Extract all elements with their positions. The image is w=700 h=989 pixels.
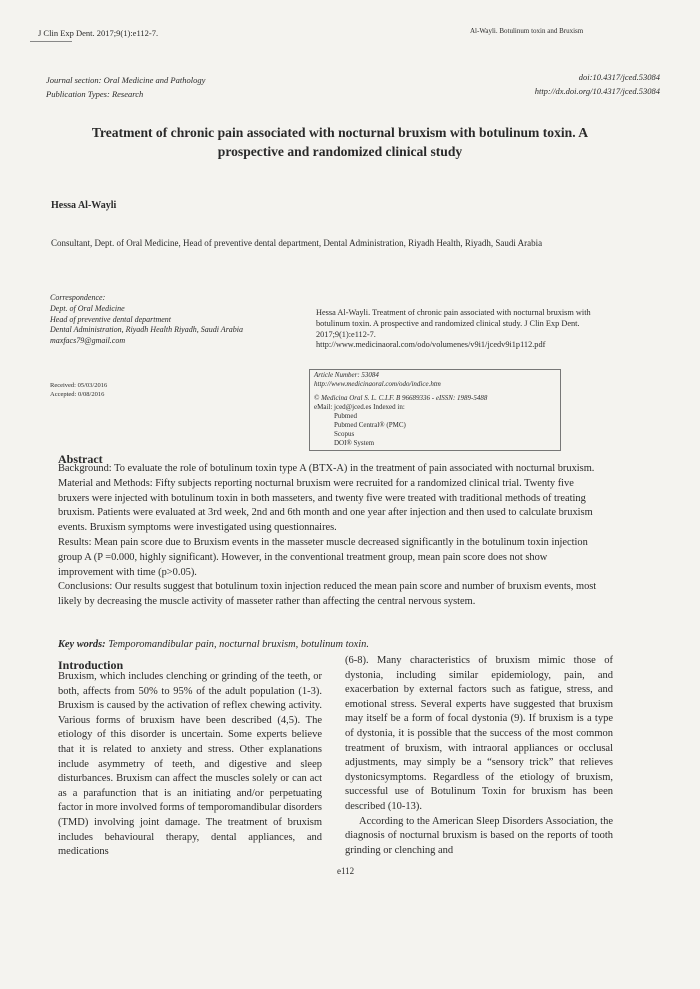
accepted-date: Accepted: 0/08/2016 (50, 391, 105, 398)
received-date: Received: 05/03/2016 (50, 382, 108, 389)
index-item: Pubmed Central® (PMC) (334, 421, 406, 429)
article-info-box (309, 369, 561, 451)
abstract-background: Background: To evaluate the role of botulinum toxin type A (BTX-A) in the treatment of pain associated with nocturnal bruxism. (58, 463, 595, 474)
abstract-body (58, 462, 598, 610)
intro-paragraph: (6-8). Many characteristics of bruxism mimic those of dystonia, including similar epidemiology, pain, and exacerbation by external factors such as fatigue, stress, and emotional stress. Several experts have suggested that bruxism may itself be a form of focal dystonia (9). If bruxism is a type of dystonia, it is possible that the success of the most common treatment of bruxism, with intraoral appliances or occlusal adjustments, may simply be a “sensory trick” that relieves dystonicsymptoms. Regardless of the etiology of bruxism, successful use of Botulinum Toxin for bruxism has been described (10-13). (345, 655, 613, 812)
abstract-results: Results: Mean pain score due to Bruxism events in the masseter muscle decreased significantly in the botulinum toxin injection group A (P =0.000, highly significant). However, in the conventional treatment group, mean pain score does not show improvement with time (p>0.05). (58, 536, 588, 578)
intro-right-column (345, 654, 613, 858)
page-number: e112 (337, 866, 355, 876)
correspondence (50, 293, 310, 347)
article-url: http://www.medicinaoral.com/odo/indice.htm (314, 380, 441, 388)
intro-paragraph: According to the American Sleep Disorders Association, the diagnosis of nocturnal bruxism is based on the reports of tooth grinding or clenching and (345, 815, 613, 856)
index-item: Pubmed (334, 412, 357, 420)
introduction-heading: Introduction (58, 658, 124, 672)
author-name: Hessa Al-Wayli (51, 200, 117, 211)
intro-paragraph: Bruxism, which includes clenching or grinding of the teeth, or both, affects from 50% to 95% of the adult population (1-3). Bruxism is caused by the activation of reflex chewing activity. Various forms of bruxism have been described (4,5). The etiology of this disorder is uncertain. Some experts believe that it is related to anxiety and stress. Other explanations include asymmetry of teeth, and digestive and sleep disturbances. Bruxism can affect the muscles solely or can act as a parafunction that is an initiating and/or perpetuating factor in more involved forms of temporomandibular disorders (TMD) involving joint damage. The treatment of bruxism includes behavioural therapy, dental appliances, and medications (58, 671, 322, 858)
doi-info (440, 70, 660, 98)
running-header-left: J Clin Exp Dent. 2017;9(1):e112-7. (38, 28, 159, 38)
keywords-text: Temporomandibular pain, nocturnal bruxism, botulinum toxin. (108, 639, 369, 650)
correspondence-line: maxfacs79@gmail.com (50, 336, 126, 346)
correspondence-label: Correspondence: (50, 293, 106, 302)
correspondence-line: Dental Administration, Riyadh Health Riyadh, Saudi Arabia (50, 325, 244, 335)
correspondence-line: Head of preventive dental department (50, 314, 171, 324)
copyright-line: © Medicina Oral S. L. C.I.F. B 96689336 - eISSN: 1989-5488 (314, 394, 488, 402)
running-header-right: Al-Wayli. Botulinum toxin and Bruxism (470, 27, 584, 35)
article-number: Article Number: 53084 (314, 371, 379, 379)
citation: Hessa Al-Wayli. Treatment of chronic pain associated with nocturnal bruxism with botulinum toxin. A prospective and randomized clinical study. J Clin Exp Dent. 2017;9(1):e112-7. http://www.medicinaoral.com/odo/volumenes/v9i1/jcedv9i1p112.pdf (316, 308, 591, 350)
dates (50, 381, 250, 399)
header-rule (30, 41, 72, 42)
doi-url: http://dx.doi.org/10.4317/jced.53084 (534, 86, 660, 96)
journal-info (46, 73, 306, 101)
abstract-heading: Abstract (58, 452, 103, 466)
paper-title: Treatment of chronic pain associated with nocturnal bruxism with botulinum toxin. A prospective and randomized clinical study (91, 125, 589, 159)
index-item: DOI® System (334, 439, 375, 447)
abstract-methods: Material and Methods: Fifty subjects reporting nocturnal bruxism were recruited for a randomized clinical trial. Twenty five bruxers were injected with botulinum toxin in both masseters, and twenty five were treated with traditional methods of treating bruxism. Patients were evaluated at 3rd week, 2nd and 6th month and one year after injection and then used to calculate bruxism events. Bruxism symptoms were investigated using questionnaires. (58, 477, 593, 534)
doi-text: doi:10.4317/jced.53084 (578, 72, 660, 82)
email-indexed: eMail: jced@jced.es Indexed in: (314, 403, 405, 411)
journal-section: Journal section: Oral Medicine and Pathology (46, 75, 206, 85)
keywords (58, 639, 598, 650)
abstract-conclusions: Conclusions: Our results suggest that botulinum toxin injection reduced the mean pain score and number of bruxism events, most likely by decreasing the muscle activity of masseter rather than affecting the central nervous system. (58, 581, 597, 608)
index-item: Scopus (334, 430, 355, 438)
author-affiliation: Consultant, Dept. of Oral Medicine, Head of preventive dental department, Dental Administration, Riyadh Health, Riyadh, Saudi Arabia (51, 238, 543, 248)
correspondence-line: Dept. of Oral Medicine (50, 303, 125, 313)
publication-types: Publication Types: Research (46, 89, 144, 99)
keywords-label: Key words: (58, 639, 106, 650)
intro-left-column (58, 670, 322, 860)
